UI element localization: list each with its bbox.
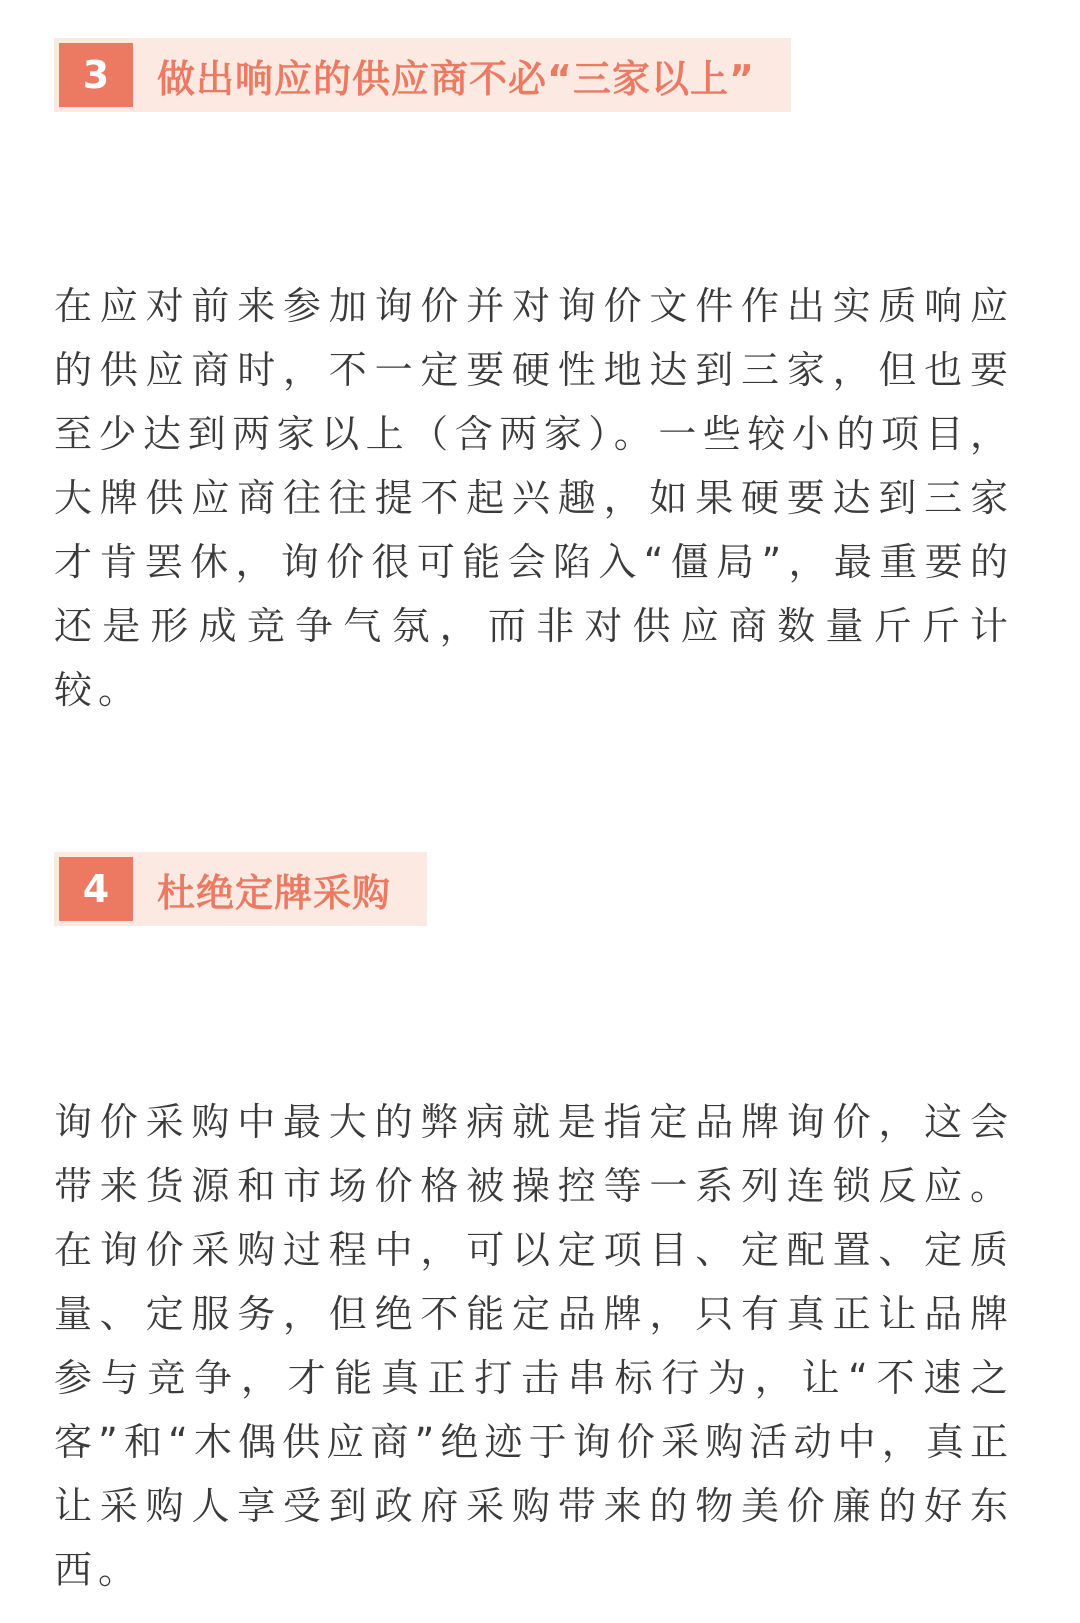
section-number-badge: 3	[59, 43, 133, 107]
section-number-badge: 4	[59, 857, 133, 921]
section-title: 杜绝定牌采购	[157, 870, 392, 915]
section-header-4	[54, 852, 427, 926]
section-header-3	[54, 38, 791, 112]
section-body-paragraph: 在应对前来参加询价并对询价文件作出实质响应的供应商时，不一定要硬性地达到三家，但也要至少达到两家以上（含两家）。一些较小的项目，大牌供应商往往提不起兴趣，如果硬要达到三家才肯罢休，询价很可能会陷入“僵局”，最重要的还是形成竞争气氛，而非对供应商数量斤斤计较。	[54, 284, 1014, 712]
section-body-paragraph: 询价采购中最大的弊病就是指定品牌询价，这会带来货源和市场价格被操控等一系列连锁反应。在询价采购过程中，可以定项目、定配置、定质量、定服务，但绝不能定品牌，只有真正让品牌参与竞争，才能真正打击串标行为，让“不速之客”和“木偶供应商”绝迹于询价采购活动中，真正让采购人享受到政府采购带来的物美价廉的好东西。	[54, 1100, 1014, 1592]
section-title: 做出响应的供应商不必“三家以上”	[157, 56, 755, 101]
